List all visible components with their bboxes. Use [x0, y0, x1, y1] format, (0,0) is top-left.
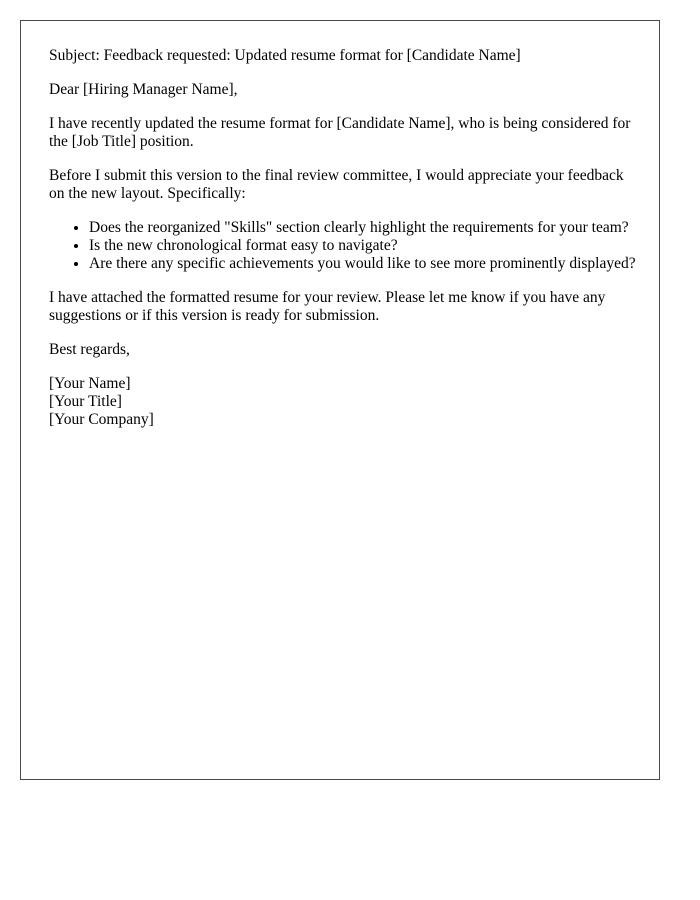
- letter-body: [49, 47, 639, 429]
- subject-line: Subject: Feedback requested: Updated resume format for [Candidate Name]: [49, 47, 521, 64]
- request-paragraph: Before I submit this version to the final review committee, I would appreciate your feedback on the new layout. Specifically:: [49, 167, 624, 202]
- attachment-paragraph: I have attached the formatted resume for your review. Please let me know if you have any suggestions or if this version is ready for submission.: [49, 289, 606, 324]
- list-item: • Does the reorganized "Skills" section clearly highlight the requirements for your team?: [89, 219, 639, 237]
- letter-page: [20, 20, 660, 780]
- salutation: Dear [Hiring Manager Name],: [49, 81, 238, 98]
- closing: Best regards,: [49, 341, 130, 358]
- feedback-questions-list: [49, 219, 639, 273]
- signature-block: [49, 375, 639, 429]
- signature-company: [Your Company]: [49, 411, 154, 428]
- signature-title: [Your Title]: [49, 393, 122, 410]
- intro-paragraph: I have recently updated the resume format for [Candidate Name], who is being considered for the [Job Title] position.: [49, 115, 631, 150]
- signature-name: [Your Name]: [49, 375, 131, 392]
- list-item: • Is the new chronological format easy to navigate?: [89, 237, 639, 255]
- list-item: • Are there any specific achievements you would like to see more prominently displayed?: [89, 255, 639, 273]
